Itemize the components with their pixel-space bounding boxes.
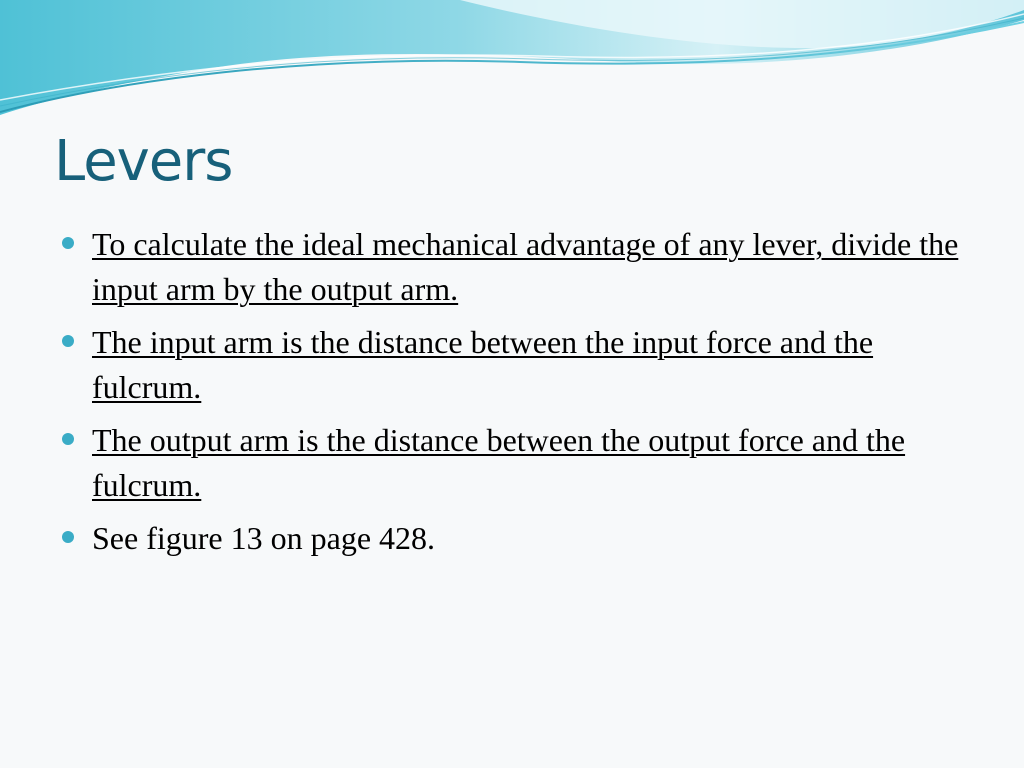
list-item xyxy=(62,320,962,410)
bullet-text: The input arm is the distance between the input force and the fulcrum. xyxy=(92,324,874,405)
bullet-text: To calculate the ideal mechanical advantage of any lever, divide the input arm by the output arm. xyxy=(92,226,959,307)
bullet-list xyxy=(62,222,962,569)
bullet-text: See figure 13 on page 428. xyxy=(92,520,436,556)
slide-title: Levers xyxy=(54,129,233,194)
list-item xyxy=(62,418,962,508)
bullet-dot-icon xyxy=(62,531,74,543)
bullet-dot-icon xyxy=(62,433,74,445)
list-item xyxy=(62,516,962,561)
wave-header-decoration xyxy=(0,0,1024,130)
bullet-dot-icon xyxy=(62,237,74,249)
bullet-text: The output arm is the distance between the output force and the fulcrum. xyxy=(92,422,906,503)
list-item xyxy=(62,222,962,312)
bullet-dot-icon xyxy=(62,335,74,347)
